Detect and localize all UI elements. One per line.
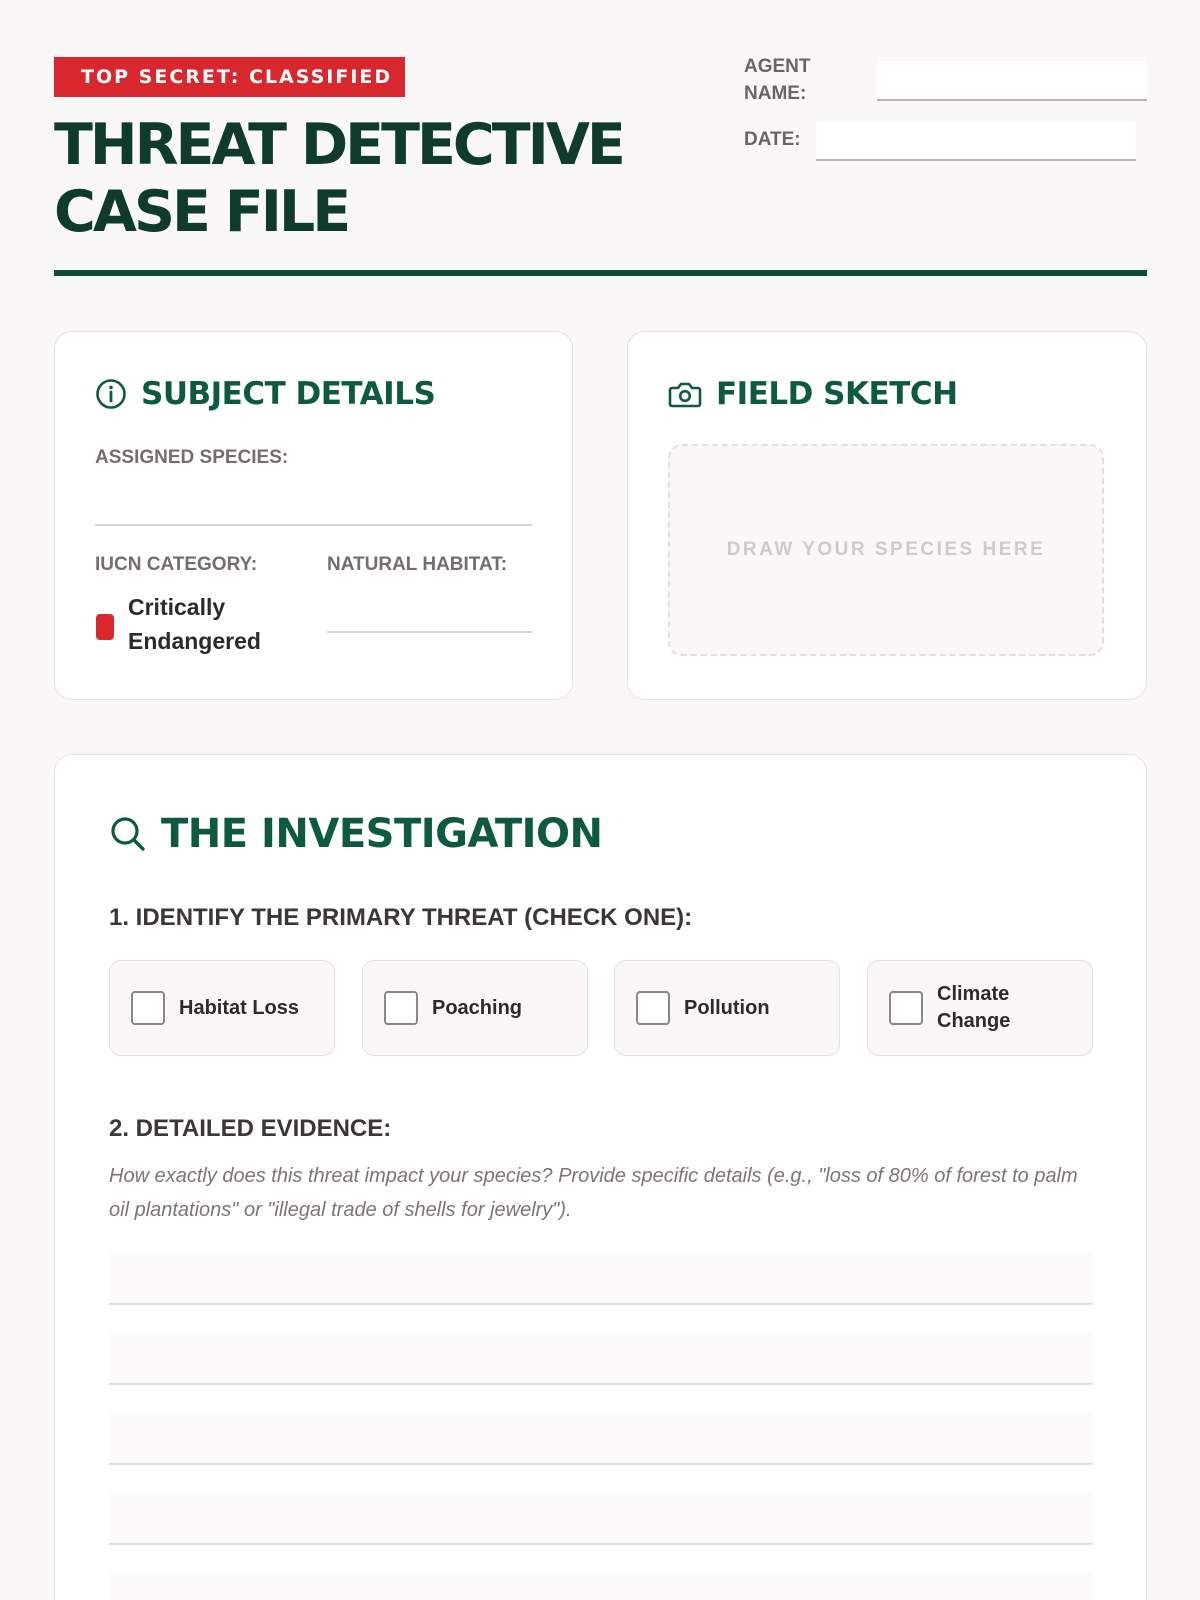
header-divider (54, 270, 1147, 276)
checkbox[interactable] (636, 991, 670, 1025)
threat-option-label: Poaching (432, 996, 523, 1019)
page-title-line1: THREAT DETECTIVE (54, 112, 623, 178)
assigned-species-field[interactable] (95, 524, 532, 526)
evidence-line[interactable] (109, 1413, 1093, 1465)
checkbox[interactable] (384, 991, 418, 1025)
assigned-species-label: ASSIGNED SPECIES: (95, 447, 289, 468)
field-sketch-heading (668, 376, 958, 412)
page-title (54, 112, 694, 246)
natural-habitat-field[interactable] (327, 631, 532, 633)
date-label: DATE: (744, 129, 801, 150)
subject-details-heading (95, 376, 435, 412)
date-field[interactable] (816, 121, 1136, 161)
investigation-heading (109, 811, 602, 857)
threat-option-label: Pollution (684, 996, 770, 1019)
agent-name-label (744, 53, 811, 107)
natural-habitat-label: NATURAL HABITAT: (327, 554, 508, 575)
iucn-value-line2: Endangered (128, 628, 261, 654)
iucn-category-label: IUCN CATEGORY: (95, 554, 258, 575)
field-sketch-card (627, 331, 1147, 700)
evidence-line[interactable] (109, 1253, 1093, 1305)
classified-badge: TOP SECRET: CLASSIFIED (54, 57, 405, 97)
iucn-value-line1: Critically (128, 594, 226, 620)
sketch-placeholder: DRAW YOUR SPECIES HERE (726, 539, 1046, 560)
investigation-title: THE INVESTIGATION (161, 811, 603, 857)
iucn-status-swatch (96, 614, 114, 640)
search-icon (109, 815, 147, 853)
evidence-hint: How exactly does this threat impact your species? Provide specific details (e.g., "loss of 80% of forest to palm oil plantations" or "illegal trade of shells for jewelry"). (109, 1165, 1078, 1221)
subject-details-card (54, 331, 573, 700)
page-title-line2: CASE FILE (54, 179, 349, 245)
agent-name-label-line2: NAME: (744, 83, 807, 104)
checkbox[interactable] (889, 991, 923, 1025)
threat-option-pollution[interactable] (614, 960, 840, 1056)
question-detailed-evidence: 2. DETAILED EVIDENCE: (109, 1115, 392, 1142)
threat-option-label: Climate Change (937, 983, 1011, 1032)
evidence-line[interactable] (109, 1573, 1093, 1600)
info-icon (95, 378, 127, 410)
subject-details-title: SUBJECT DETAILS (141, 376, 436, 412)
investigation-card (54, 754, 1147, 1600)
agent-name-field[interactable] (877, 61, 1147, 101)
threat-option-label: Habitat Loss (179, 996, 300, 1019)
question-primary-threat: 1. IDENTIFY THE PRIMARY THREAT (CHECK ONE): (109, 904, 693, 931)
threat-option-climate-change[interactable] (867, 960, 1093, 1056)
evidence-line[interactable] (109, 1333, 1093, 1385)
evidence-line[interactable] (109, 1493, 1093, 1545)
camera-icon (668, 378, 702, 410)
threat-option-poaching[interactable] (362, 960, 588, 1056)
checkbox[interactable] (131, 991, 165, 1025)
iucn-category-value (128, 590, 261, 658)
threat-option-habitat-loss[interactable] (109, 960, 335, 1056)
sketch-drawing-area[interactable] (668, 444, 1104, 656)
agent-name-label-line1: AGENT (744, 56, 811, 77)
field-sketch-title: FIELD SKETCH (716, 376, 958, 412)
